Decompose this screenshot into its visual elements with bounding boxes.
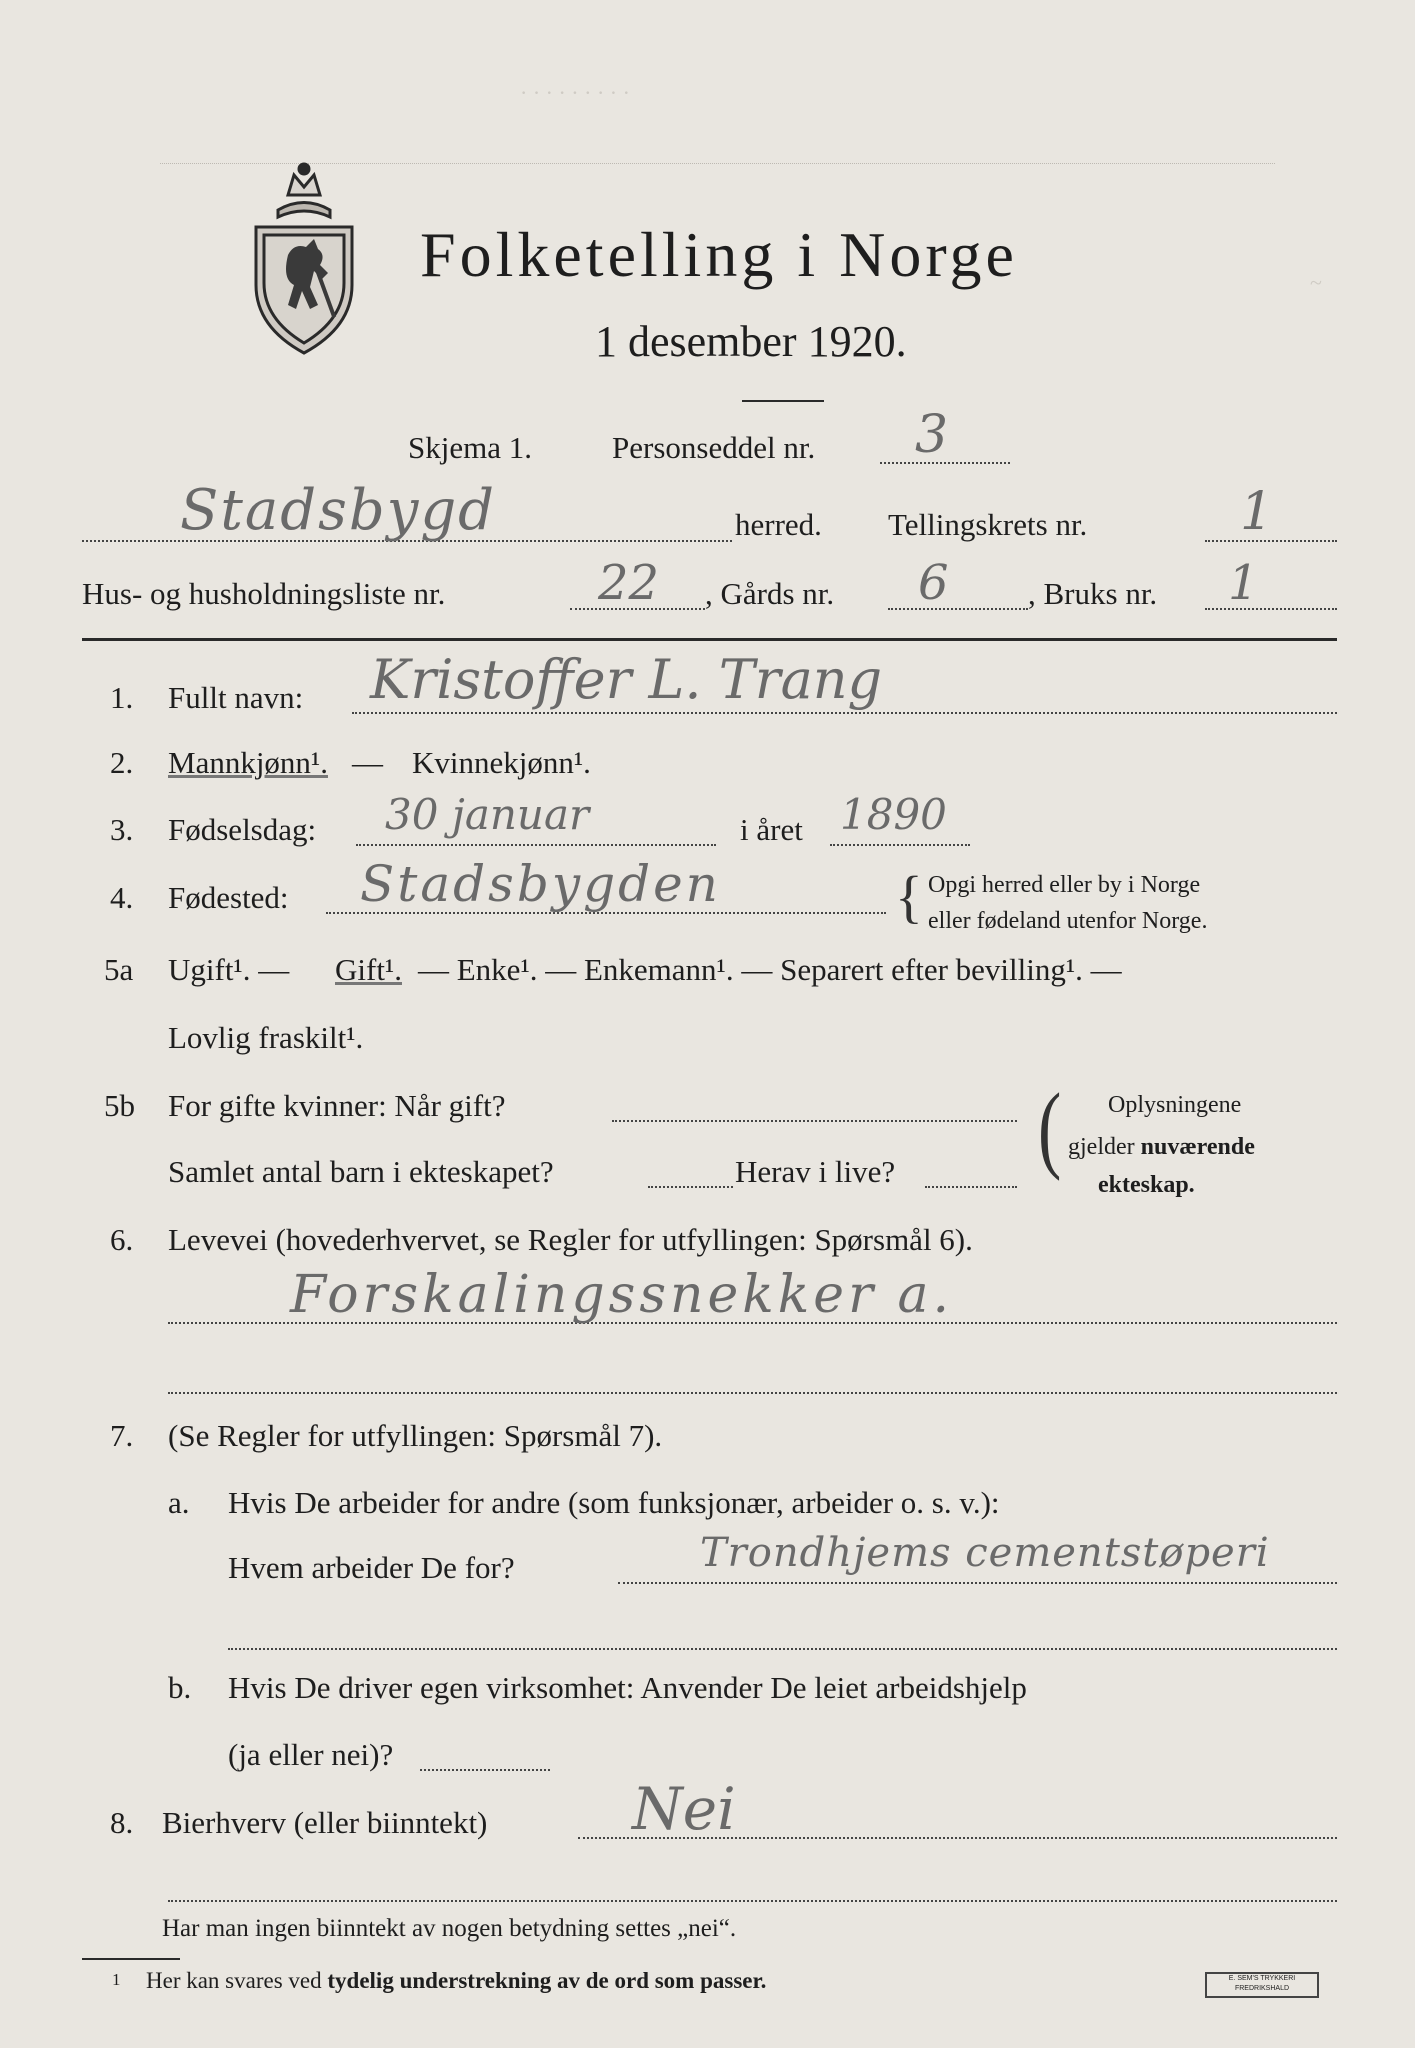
divorced-option[interactable]: Lovlig fraskilt¹.	[168, 1020, 364, 1055]
q2-number: 2.	[110, 745, 134, 780]
footer-note: Har man ingen biinntekt av nogen betydning settes „nei“.	[162, 1915, 737, 1942]
marital-other-options: — Enke¹. — Enkemann¹. — Separert efter bevilling¹. —	[418, 952, 1122, 987]
male-option[interactable]: Mannkjønn¹.	[168, 745, 328, 780]
children-label: Samlet antal barn i ekteskapet?	[168, 1154, 554, 1189]
married-option[interactable]: Gift¹.	[335, 952, 402, 987]
footnote-text-a: Her kan svares ved	[146, 1968, 328, 1993]
full-name-value: Kristoffer L. Trang	[370, 648, 883, 711]
q5b-number: 5b	[104, 1088, 135, 1123]
gards-value: 6	[918, 555, 949, 611]
q3-label: Fødselsdag:	[168, 812, 317, 847]
gards-label: , Gårds nr.	[705, 576, 835, 611]
header-rule	[82, 638, 1337, 641]
q6-number: 6.	[110, 1222, 134, 1257]
q7-number: 7.	[110, 1418, 134, 1453]
employer-field-2[interactable]	[228, 1648, 1337, 1650]
occupation-value: Forskalingssnekker a.	[290, 1265, 953, 1325]
tellingskrets-label: Tellingskrets nr.	[888, 507, 1088, 542]
q7b-text: Hvis De driver egen virksomhet: Anvender De leiet arbeidshjelp	[228, 1670, 1027, 1705]
marriage-note-2	[1068, 1134, 1255, 1161]
q8-label: Bierhverv (eller biinntekt)	[162, 1805, 488, 1840]
footnote-text	[146, 1968, 766, 1994]
printer-stamp: E. SEM'S TRYKKERI FREDRIKSHALD	[1205, 1972, 1319, 1998]
q7b-letter: b.	[168, 1670, 192, 1705]
q5a-number: 5a	[104, 952, 134, 987]
personseddel-label: Personseddel nr.	[612, 430, 816, 465]
marriage-note-1: Oplysningene	[1108, 1092, 1242, 1118]
marriage-note-brace: (	[1038, 1074, 1062, 1183]
personseddel-value: 3	[915, 405, 949, 465]
birthplace-note-1: Opgi herred eller by i Norge	[928, 872, 1201, 898]
q6-label: Levevei (hovederhvervet, se Regler for utfyllingen: Spørsmål 6).	[168, 1222, 973, 1257]
footnote-mark: 1	[112, 1970, 121, 1989]
tellingskrets-value: 1	[1240, 482, 1274, 542]
marriage-note-2b: nuværende	[1140, 1134, 1255, 1160]
q1-label: Fullt navn:	[168, 680, 304, 715]
female-option[interactable]: Kvinnekjønn¹.	[412, 745, 591, 780]
form-date: 1 desember 1920.	[595, 317, 907, 366]
when-married-field[interactable]	[612, 1120, 1017, 1122]
marriage-note-2a: gjelder	[1068, 1134, 1141, 1160]
marriage-note-3: ekteskap.	[1098, 1172, 1195, 1198]
q7-label: (Se Regler for utfyllingen: Spørsmål 7).	[168, 1418, 663, 1453]
q1-number: 1.	[110, 680, 134, 715]
occupation-field-2[interactable]	[168, 1392, 1337, 1394]
alive-label: Herav i live?	[735, 1154, 896, 1189]
q7a-text: Hvis De arbeider for andre (som funksjonær, arbeider o. s. v.):	[228, 1485, 1000, 1520]
herred-label: herred.	[735, 507, 822, 542]
herred-value: Stadsbygd	[180, 478, 497, 543]
employer-value: Trondhjems cementstøperi	[700, 1530, 1270, 1576]
q3-number: 3.	[110, 812, 134, 847]
q4-number: 4.	[110, 880, 134, 915]
footnote-rule	[82, 1958, 180, 1960]
birthday-field[interactable]	[356, 844, 716, 846]
bleed-through-text: · · · · · · · · ·	[520, 80, 630, 105]
hus-label: Hus- og husholdningsliste nr.	[82, 576, 446, 611]
hus-value: 22	[598, 555, 660, 611]
title-divider	[742, 400, 824, 402]
employer-field[interactable]	[618, 1582, 1337, 1584]
birthplace-value: Stadsbygden	[360, 855, 721, 913]
bleed-through-mark: ~	[1310, 270, 1322, 295]
employer-label: Hvem arbeider De for?	[228, 1550, 515, 1585]
bruks-field[interactable]	[1205, 608, 1337, 610]
coat-of-arms-icon	[248, 155, 360, 360]
skjema-label: Skjema 1.	[408, 430, 532, 465]
form-title: Folketelling i Norge	[420, 219, 1018, 290]
footnote-text-b: tydelig understrekning av de ord som passer.	[327, 1968, 767, 1993]
gards-field[interactable]	[888, 608, 1028, 610]
children-field[interactable]	[648, 1186, 733, 1188]
birthday-value: 30 januar	[385, 790, 590, 839]
birthplace-brace: {	[895, 864, 923, 929]
side-income-field-2[interactable]	[168, 1900, 1337, 1902]
unmarried-option[interactable]: Ugift¹. —	[168, 952, 290, 987]
q4-label: Fødested:	[168, 880, 289, 915]
alive-field[interactable]	[925, 1186, 1017, 1188]
q7a-letter: a.	[168, 1485, 190, 1520]
hired-help-label: (ja eller nei)?	[228, 1737, 394, 1772]
birth-year-field[interactable]	[830, 844, 970, 846]
sex-separator: —	[352, 745, 383, 780]
year-label: i året	[740, 812, 803, 847]
birth-year-value: 1890	[840, 790, 947, 839]
bruks-label: , Bruks nr.	[1028, 576, 1158, 611]
bruks-value: 1	[1228, 555, 1259, 611]
birthplace-note-2: eller fødeland utenfor Norge.	[928, 908, 1208, 934]
when-married-label: For gifte kvinner: Når gift?	[168, 1088, 506, 1123]
full-name-field[interactable]	[352, 712, 1337, 714]
side-income-value: Nei	[632, 1775, 736, 1843]
hired-help-field[interactable]	[420, 1769, 550, 1771]
q8-number: 8.	[110, 1805, 134, 1840]
